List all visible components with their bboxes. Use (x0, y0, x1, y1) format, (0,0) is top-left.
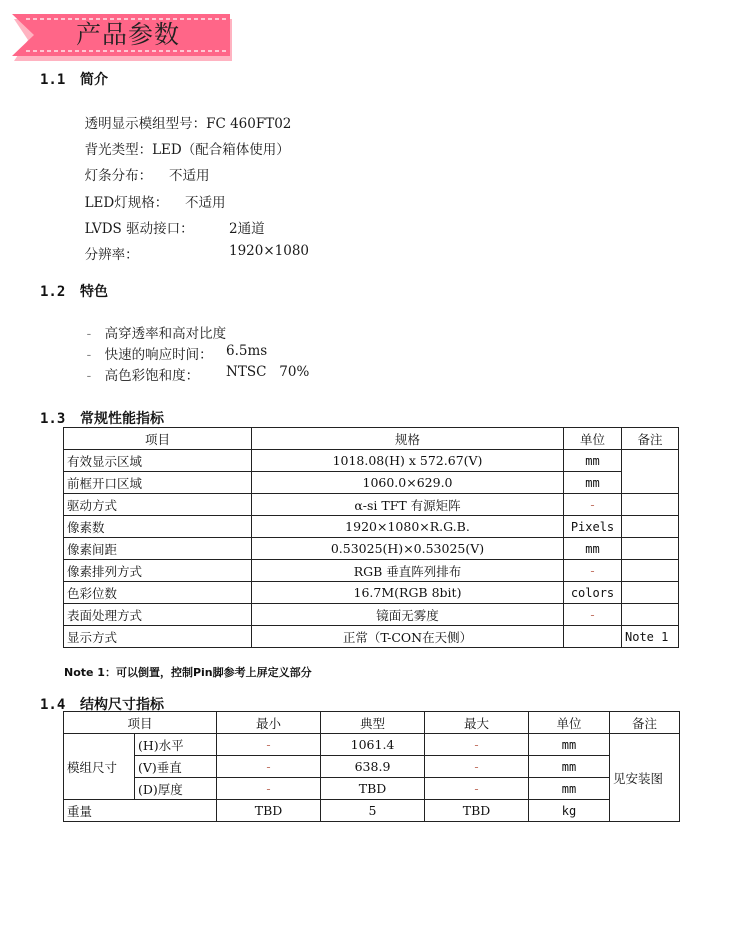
cell-max: - (425, 756, 529, 778)
cell-note (622, 560, 679, 582)
cell-spec: α-si TFT 有源矩阵 (252, 494, 564, 516)
cell-unit: mm (564, 472, 622, 494)
column-header: 典型 (321, 712, 425, 734)
cell-unit (564, 626, 622, 648)
feature-item (78, 348, 378, 384)
cell-note (622, 604, 679, 626)
cell-min: - (217, 778, 321, 800)
spec-label: LVDS 驱动接口： (84, 221, 194, 237)
table-row (64, 538, 679, 560)
performance-table (63, 427, 679, 648)
cell-max: - (425, 778, 529, 800)
section-number: 1.2 (40, 284, 66, 300)
cell-unit: Pixels (564, 516, 622, 538)
section-title: 结构尺寸指标 (80, 697, 164, 713)
title-banner (12, 13, 231, 57)
cell-sub-item: (V)垂直 (135, 756, 217, 778)
feature-item (78, 327, 378, 363)
spec-line-lightbar (76, 148, 376, 184)
spec-label: LED灯规格： (84, 195, 169, 211)
cell-typ: 638.9 (321, 756, 425, 778)
bullet-dash: - (86, 326, 92, 342)
section-number: 1.1 (40, 72, 66, 88)
cell-sub-item: (D)厚度 (135, 778, 217, 800)
column-header: 规格 (252, 428, 564, 450)
cell-item: 前框开口区域 (64, 472, 252, 494)
table-row (64, 778, 680, 800)
spec-label: 背光类型： (84, 142, 153, 158)
cell-item: 像素间距 (64, 538, 252, 560)
cell-unit: colors (564, 582, 622, 604)
feature-label: 高穿透率和高对比度 (104, 326, 227, 342)
cell-item: 有效显示区域 (64, 450, 252, 472)
cell-spec: 16.7M(RGB 8bit) (252, 582, 564, 604)
cell-item: 重量 (64, 800, 217, 822)
cell-min: - (217, 756, 321, 778)
section-number: 1.4 (40, 697, 66, 713)
cell-min: TBD (217, 800, 321, 822)
table-header-row (64, 712, 680, 734)
footnote: Note 1：可以倒置，控制Pin脚参考上屏定义部分 (64, 666, 312, 679)
cell-note (622, 450, 679, 494)
cell-unit: mm (529, 756, 610, 778)
spec-value: 不适用 (169, 168, 210, 184)
cell-note (622, 538, 679, 560)
cell-spec: 镜面无雾度 (252, 604, 564, 626)
cell-max: - (425, 734, 529, 756)
spec-line-led (76, 175, 376, 211)
spec-value: 不适用 (185, 195, 226, 211)
cell-item: 显示方式 (64, 626, 252, 648)
cell-unit: kg (529, 800, 610, 822)
section-number: 1.3 (40, 411, 66, 427)
table-row (64, 626, 679, 648)
column-header: 备注 (622, 428, 679, 450)
section-heading-features (40, 281, 108, 301)
section-title: 常规性能指标 (80, 411, 164, 427)
table-row (64, 494, 679, 516)
bullet-dash: - (86, 347, 92, 363)
column-header: 最小 (217, 712, 321, 734)
column-header: 项目 (64, 428, 252, 450)
spec-label: 分辨率： (84, 247, 139, 263)
cell-item: 像素排列方式 (64, 560, 252, 582)
cell-typ: 1061.4 (321, 734, 425, 756)
section-heading-intro (40, 69, 108, 89)
cell-spec: 1920×1080×R.G.B. (252, 516, 564, 538)
table-row (64, 800, 680, 822)
spec-value: 2通道 (229, 221, 265, 237)
cell-item: 色彩位数 (64, 582, 252, 604)
table-row (64, 604, 679, 626)
dimensions-table (63, 711, 680, 822)
column-header: 单位 (564, 428, 622, 450)
table-row (64, 582, 679, 604)
cell-unit: mm (529, 734, 610, 756)
cell-group-label: 模组尺寸 (64, 734, 135, 800)
cell-unit: - (564, 560, 622, 582)
cell-remark: 见安装图 (610, 734, 680, 822)
cell-spec: 正常（T-CON在天侧） (252, 626, 564, 648)
cell-unit: mm (529, 778, 610, 800)
feature-value: 6.5ms (226, 343, 268, 359)
cell-note (622, 582, 679, 604)
spec-value: 1920×1080 (229, 243, 310, 259)
cell-min: - (217, 734, 321, 756)
spec-value: LED（配合箱体使用） (152, 142, 290, 158)
feature-value: NTSC 70% (226, 364, 310, 380)
spec-value: FC 460FT02 (206, 116, 292, 132)
cell-unit: - (564, 604, 622, 626)
spec-label: 灯条分布： (84, 168, 153, 184)
cell-spec: RGB 垂直阵列排布 (252, 560, 564, 582)
feature-label: 高色彩饱和度： (104, 368, 200, 384)
bullet-dash: - (86, 368, 92, 384)
spec-line-lvds (76, 201, 376, 237)
cell-typ: 5 (321, 800, 425, 822)
cell-unit: - (564, 494, 622, 516)
cell-unit: mm (564, 538, 622, 560)
table-row (64, 472, 679, 494)
cell-note: Note 1 (622, 626, 679, 648)
cell-item: 像素数 (64, 516, 252, 538)
cell-item: 表面处理方式 (64, 604, 252, 626)
column-header: 备注 (610, 712, 680, 734)
section-heading-performance (40, 408, 164, 428)
spec-line-resolution (76, 227, 376, 263)
spec-label: 透明显示模组型号： (84, 116, 207, 132)
table-row (64, 516, 679, 538)
column-header: 单位 (529, 712, 610, 734)
table-row (64, 734, 680, 756)
cell-unit: mm (564, 450, 622, 472)
table-row (64, 560, 679, 582)
section-title: 简介 (80, 72, 108, 88)
section-title: 特色 (80, 284, 108, 300)
feature-label: 快速的响应时间： (104, 347, 213, 363)
cell-sub-item: (H)水平 (135, 734, 217, 756)
cell-spec: 0.53025(H)×0.53025(V) (252, 538, 564, 560)
cell-note (622, 516, 679, 538)
cell-typ: TBD (321, 778, 425, 800)
table-header-row (64, 428, 679, 450)
table-row (64, 450, 679, 472)
cell-spec: 1018.08(H) x 572.67(V) (252, 450, 564, 472)
page-title: 产品参数 (76, 20, 181, 49)
column-header: 最大 (425, 712, 529, 734)
cell-item: 驱动方式 (64, 494, 252, 516)
column-header: 项目 (64, 712, 217, 734)
cell-max: TBD (425, 800, 529, 822)
cell-note (622, 494, 679, 516)
cell-spec: 1060.0×629.0 (252, 472, 564, 494)
table-row (64, 756, 680, 778)
